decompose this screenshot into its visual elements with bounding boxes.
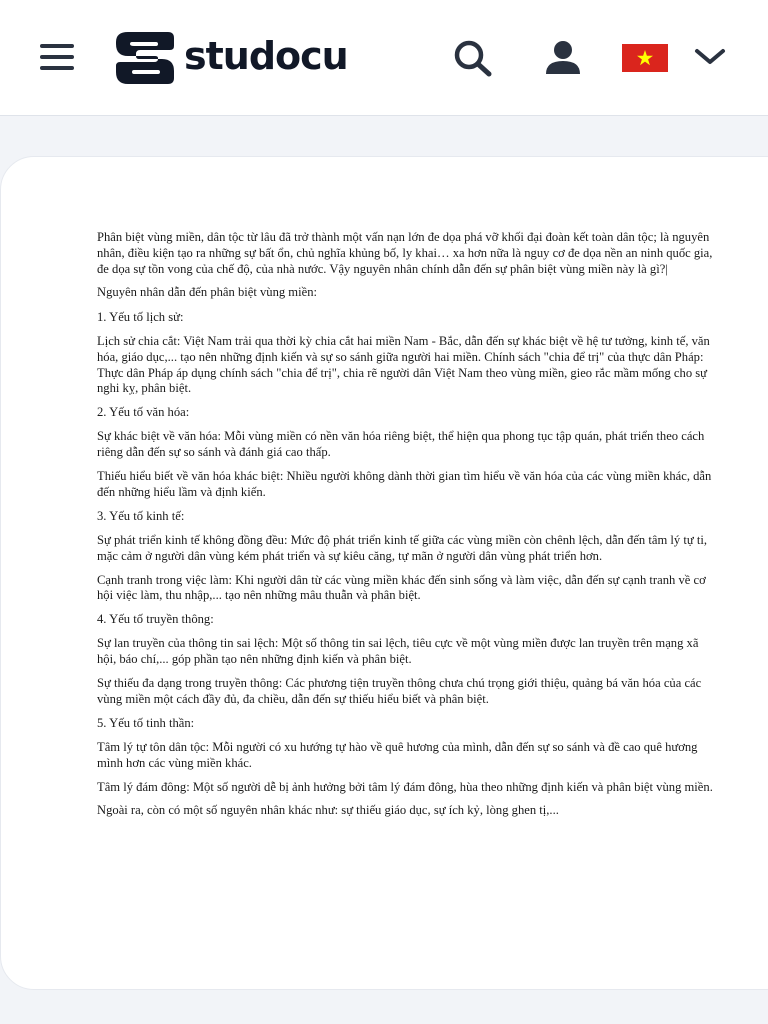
top-navigation-bar (0, 0, 768, 116)
doc-heading-media: 4. Yếu tố truyền thông: (97, 612, 214, 627)
doc-paragraph: Sự phát triển kinh tế không đồng đều: Mức độ phát triển kinh tế giữa các vùng miền còn chênh lệch, dẫn đến tâm lý tự ti, mặc cảm ở người dân vùng kém phát triển và sự kiêu căng, tự mãn ở người dân vùng phát triển hơn. (97, 532, 707, 563)
doc-paragraph: Sự khác biệt về văn hóa: Mỗi vùng miền có nền văn hóa riêng biệt, thể hiện qua phong tục tập quán, phát triển theo cách riêng dẫn đến sự so sánh và đánh giá cao thấp. (97, 429, 705, 460)
doc-paragraph: Tâm lý đám đông: Một số người dễ bị ảnh hưởng bởi tâm lý đám đông, hùa theo những định kiến và phân biệt vùng miền. (97, 779, 713, 794)
hamburger-menu-icon[interactable] (38, 40, 76, 74)
doc-paragraph-closing: Ngoài ra, còn có một số nguyên nhân khác như: sự thiếu giáo dục, sự ích kỷ, lòng ghen tị,... (97, 803, 559, 818)
doc-paragraph: Cạnh tranh trong việc làm: Khi người dân từ các vùng miền khác đến sinh sống và làm việc, dẫn đến sự cạnh tranh về cơ hội việc làm, thu nhập,... tạo nên những mâu thuẫn và phân biệt. (97, 572, 706, 603)
doc-heading-spirit: 5. Yếu tố tinh thần: (97, 715, 195, 730)
doc-paragraph: Tâm lý tự tôn dân tộc: Mỗi người có xu hướng tự hào về quê hương của mình, dẫn đến sự so sánh và đề cao quê hương mình hơn các vùng miền khác. (97, 739, 698, 770)
search-icon[interactable] (451, 38, 495, 78)
vietnam-flag-icon[interactable] (622, 44, 668, 72)
doc-heading-history: 1. Yếu tố lịch sử: (97, 309, 184, 324)
user-icon[interactable] (543, 40, 583, 76)
doc-paragraph: Lịch sử chia cắt: Việt Nam trải qua thời kỳ chia cắt hai miền Nam - Bắc, dẫn đến sự khác biệt về hệ tư tưởng, kinh tế, văn hóa, giáo dục,... tạo nên những định kiến và sự so sánh giữa người hai miền. Chính sách "chia để trị" của thực dân Pháp: Thực dân Pháp áp dụng chính sách "chia để trị", chia rẽ người dân Việt Nam theo vùng miền, gieo rắc mầm mống cho sự nghi kỵ, phân biệt. (97, 333, 710, 396)
doc-paragraph-intro: Phân biệt vùng miền, dân tộc từ lâu đã trở thành một vấn nạn lớn đe dọa phá vỡ khối đại đoàn kết toàn dân tộc; là nguyên nhân, điều kiện tạo ra những sự bất ổn, chủ nghĩa khủng bố, ly khai… xa hơn nữa là nguy cơ đe dọa nền an ninh quốc gia, đe dọa sự tồn vong của chế độ, của nhà nước. Vậy nguyên nhân chính dẫn đến sự phân biệt vùng miền này là gì?| (97, 230, 713, 276)
chevron-down-icon[interactable] (692, 44, 728, 70)
doc-heading-culture: 2. Yếu tố văn hóa: (97, 405, 190, 420)
document-text (97, 230, 719, 827)
doc-paragraph: Sự thiếu đa dạng trong truyền thông: Các phương tiện truyền thông chưa chú trọng giới thiệu, quảng bá văn hóa của các vùng miền một cách đầy đủ, đa chiều, dẫn đến sự thiếu hiểu biết và phân biệt. (97, 676, 702, 706)
doc-paragraph: Thiếu hiểu biết về văn hóa khác biệt: Nhiều người không dành thời gian tìm hiểu về văn hóa của các vùng miền khác, dẫn đến những hiểu lầm và định kiến. (97, 469, 712, 499)
doc-heading-economy: 3. Yếu tố kinh tế: (97, 508, 185, 523)
studocu-logo-mark-icon (114, 32, 176, 84)
brand-name: studocu (184, 34, 348, 78)
doc-heading-causes: Nguyên nhân dẫn đến phân biệt vùng miền: (97, 285, 317, 300)
doc-paragraph: Sự lan truyền của thông tin sai lệch: Một số thông tin sai lệch, tiêu cực về một vùng miền được lan truyền trên mạng xã hội, báo chí,... góp phần tạo nên những định kiến và phân biệt. (97, 636, 699, 667)
studocu-logo[interactable] (114, 32, 348, 84)
